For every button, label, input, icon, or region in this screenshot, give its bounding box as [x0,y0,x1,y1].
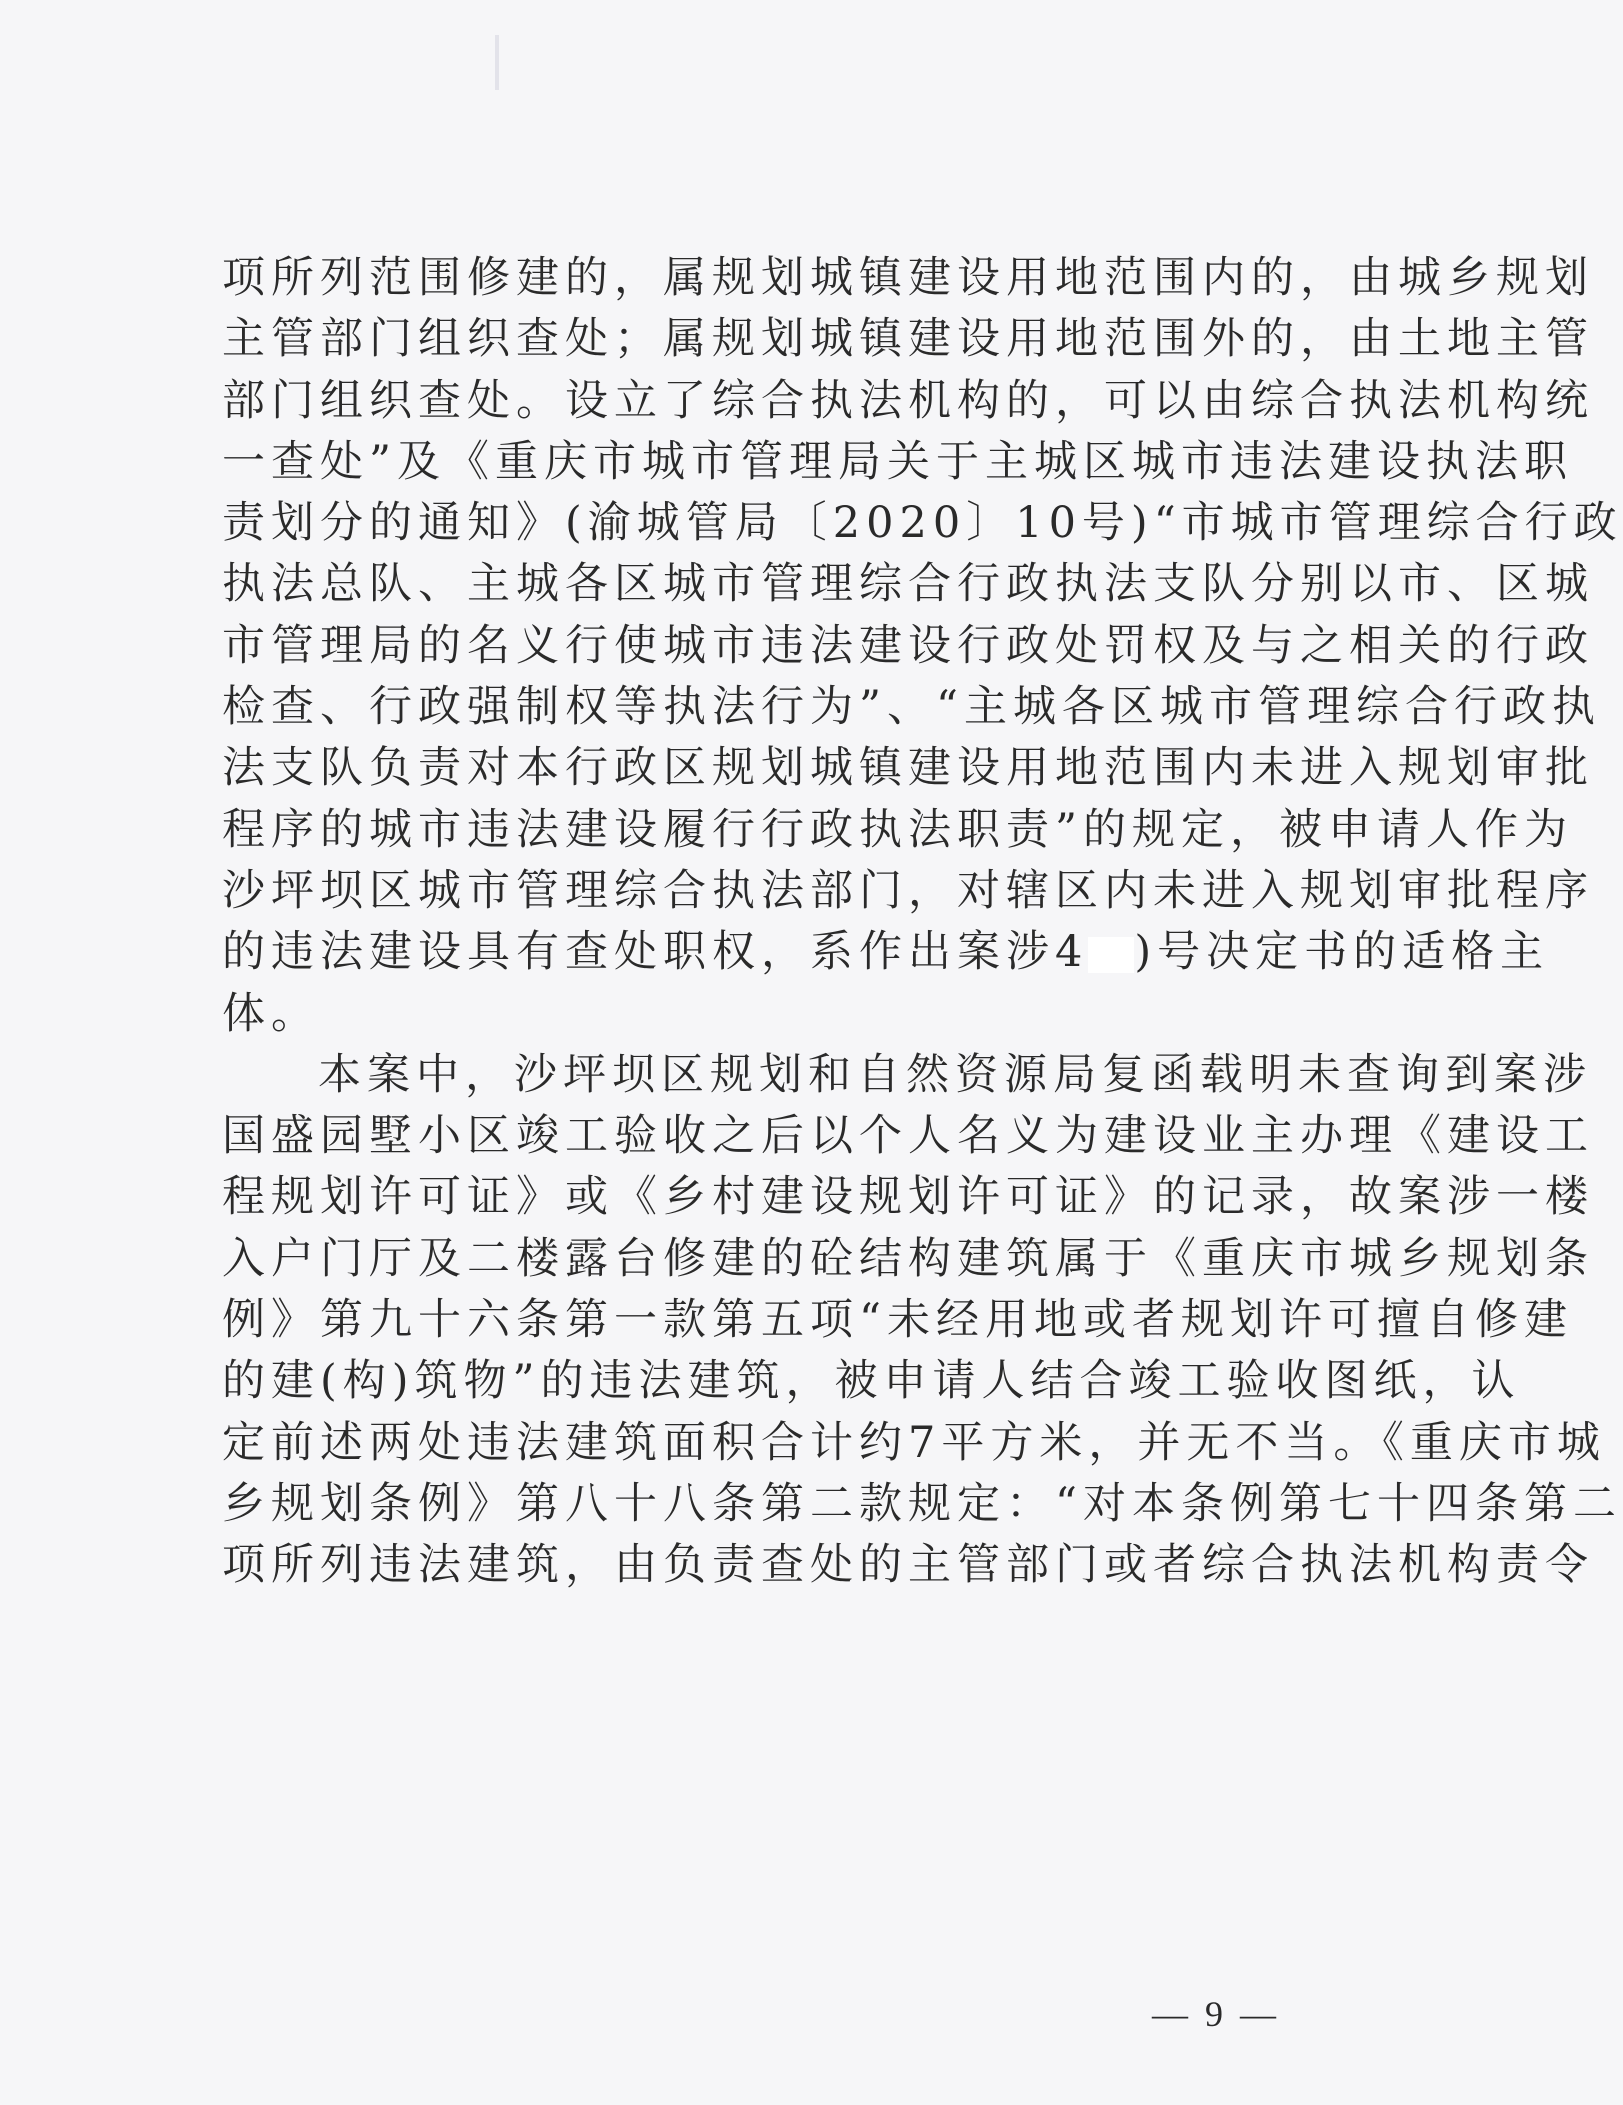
text-line: 执法总队、主城各区城市管理综合行政执法支队分别以市、区城 [222,559,1594,610]
text-line: 程序的城市违法建设履行行政执法职责”的规定，被申请人作为 [222,804,1573,855]
paragraph-first-line [222,1045,1592,1106]
text-line: 国盛园墅小区竣工验收之后以个人名义为建设业主办理《建设工 [222,1111,1594,1162]
redaction-box [1088,937,1134,973]
text-line: 检查、行政强制权等执法行为”、“主城各区城市管理综合行政执 [222,682,1601,733]
text-line: 法支队负责对本行政区规划城镇建设用地范围内未进入规划审批 [222,743,1594,794]
paragraph-text: 本案中，沙坪坝区规划和自然资源局复函载明未查询到案涉 [318,1049,1592,1100]
text-line: 主管部门组织查处；属规划城镇建设用地范围外的，由土地主管 [222,314,1594,365]
text-line: 乡规划条例》第八十八条第二款规定：“对本条例第七十四条第二 [222,1478,1622,1529]
text-line: 沙坪坝区城市管理综合执法部门，对辖区内未进入规划审批程序 [222,865,1594,916]
text-line: 体。 [222,988,320,1039]
text-line: 项所列范围修建的，属规划城镇建设用地范围内的，由城乡规划 [222,253,1594,303]
text-line: 例》第九十六条第一款第五项“未经用地或者规划许可擅自修建 [222,1295,1573,1346]
text-line: 市管理局的名义行使城市违法建设行政处罚权及与之相关的行政 [222,620,1594,671]
text-line: 项所列违法建筑，由负责查处的主管部门或者综合执法机构责令 [222,1540,1594,1591]
text-line: 程规划许可证》或《乡村建设规划许可证》的记录，故案涉一楼 [222,1172,1594,1223]
text-line: 定前述两处违法建筑面积合计约7平方米，并无不当。《重庆市城 [222,1417,1606,1468]
text-before-redaction: 的违法建设具有查处职权，系作出案涉4 [222,927,1089,978]
text-line: 入户门厅及二楼露台修建的砼结构建筑属于《重庆市城乡规划条 [222,1233,1594,1284]
text-line: 部门组织查处。设立了综合执法机构的，可以由综合执法机构统 [222,375,1594,426]
text-line-redacted [222,922,1550,983]
text-after-redaction: )号决定书的适格主 [1134,927,1550,978]
text-line: 责划分的通知》(渝城管局〔2020〕10号)“市城市管理综合行政 [222,498,1623,549]
document-text [222,248,1623,1597]
page-number: — 9 — [1152,1994,1280,2034]
text-line: 的建(构)筑物”的违法建筑，被申请人结合竣工验收图纸，认 [222,1356,1521,1407]
scan-artifact [495,35,499,90]
text-line: 一查处”及《重庆市城市管理局关于主城区城市违法建设执法职 [222,436,1573,487]
